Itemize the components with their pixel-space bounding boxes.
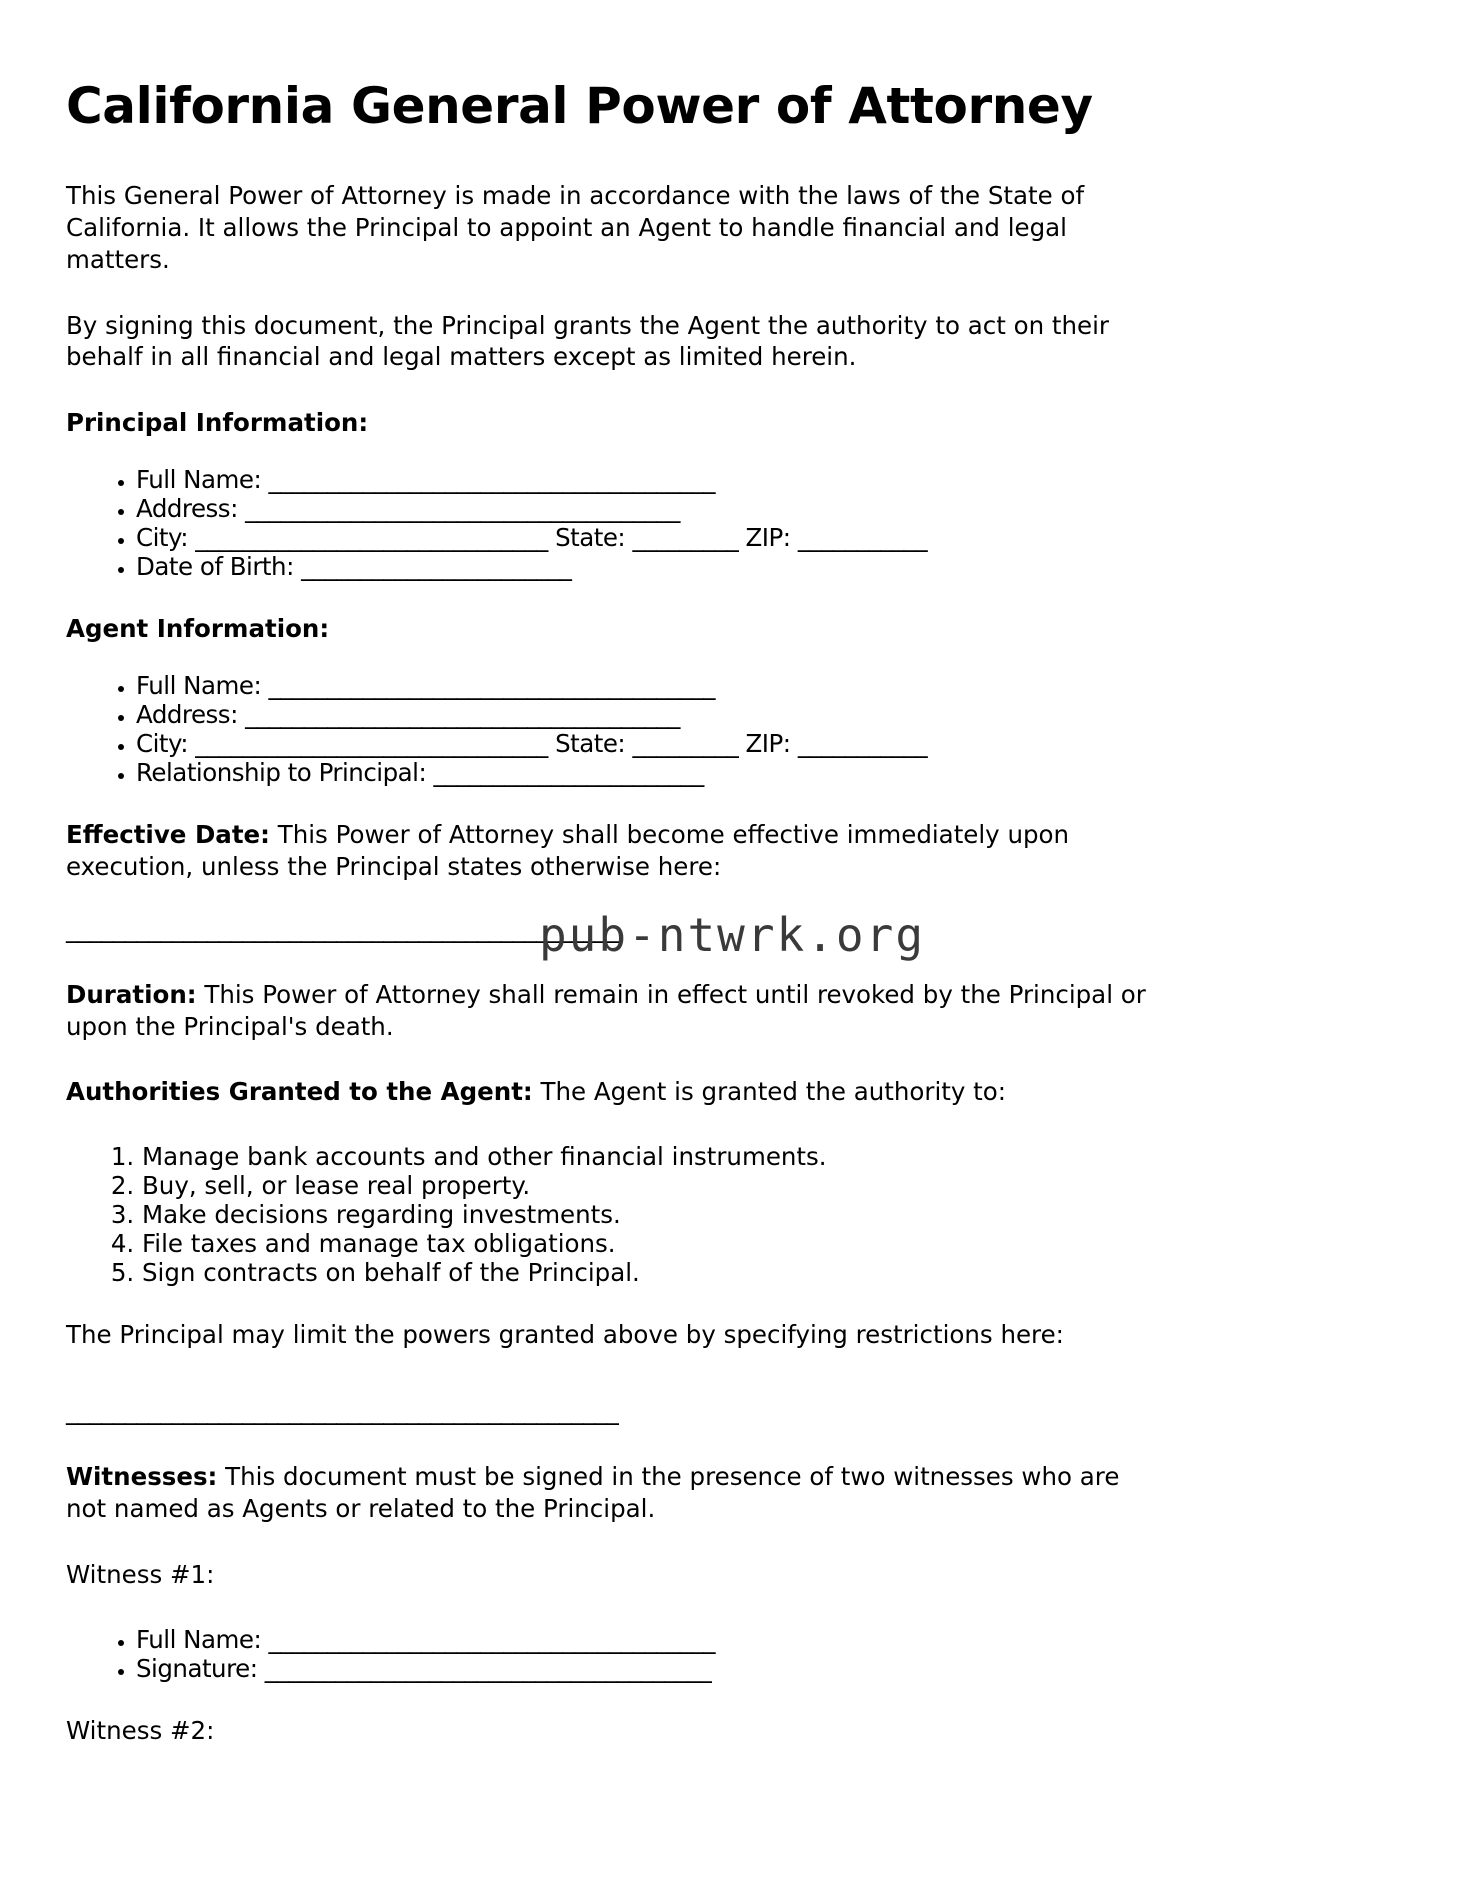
witnesses-text: This document must be signed in the presence of two witnesses who are not named as Agents or related to the Principal. <box>66 1462 1120 1523</box>
intro-paragraph-2: By signing this document, the Principal grants the Agent the authority to act on their behalf in all financial and legal matters except as limited herein. <box>66 310 1109 372</box>
witness-2-heading: Witness #2: <box>66 1715 215 1745</box>
principal-city-state-zip-field[interactable]: • City: ______________________________ State: _________ ZIP: ___________ <box>136 523 1398 552</box>
restrictions-paragraph: The Principal may limit the powers granted above by specifying restrictions here: <box>66 1320 1064 1350</box>
agent-city-state-zip-field[interactable]: • City: ______________________________ State: _________ ZIP: ___________ <box>136 729 1398 758</box>
agent-relationship-field[interactable]: • Relationship to Principal: _______________________ <box>136 758 1398 787</box>
authorities-label: Authorities Granted to the Agent: <box>66 1077 533 1107</box>
page-title: California General Power of Attorney <box>66 77 1093 135</box>
effective-date-label: Effective Date: <box>66 820 270 850</box>
witness-1-full-name-field[interactable]: • Full Name: ______________________________________ <box>136 1625 1398 1654</box>
principal-information-heading: Principal Information: <box>66 408 369 438</box>
witnesses-label: Witnesses: <box>66 1462 218 1492</box>
duration-paragraph <box>66 979 1152 1043</box>
restrictions-blank-line[interactable]: _______________________________________________ <box>66 1396 619 1426</box>
authority-item: 4. File taxes and manage tax obligations. <box>142 1229 1398 1258</box>
authority-item: 1. Manage bank accounts and other financial instruments. <box>142 1142 1398 1171</box>
duration-text: This Power of Attorney shall remain in effect until revoked by the Principal or upon the Principal's death. <box>66 979 1146 1041</box>
authorities-text: The Agent is granted the authority to: <box>532 1077 1006 1107</box>
principal-information-fields <box>66 465 1398 581</box>
authorities-paragraph <box>66 1076 1152 1108</box>
agent-address-field[interactable]: • Address: _____________________________________ <box>136 700 1398 729</box>
agent-information-heading: Agent Information: <box>66 614 330 644</box>
principal-address-field[interactable]: • Address: _____________________________________ <box>136 494 1398 523</box>
agent-information-fields <box>66 671 1398 787</box>
watermark-text: pub-ntwrk.org <box>538 908 926 962</box>
principal-full-name-field[interactable]: • Full Name: ______________________________________ <box>136 465 1398 494</box>
effective-date-paragraph <box>66 819 1152 883</box>
witness-1-fields <box>66 1625 1398 1683</box>
effective-date-blank-line[interactable]: _______________________________________________ <box>66 913 619 943</box>
agent-full-name-field[interactable]: • Full Name: ______________________________________ <box>136 671 1398 700</box>
witnesses-paragraph <box>66 1461 1152 1525</box>
intro-paragraph-1: This General Power of Attorney is made in accordance with the laws of the State of California. It allows the Principal to appoint an Agent to handle financial and legal matters. <box>66 181 1085 274</box>
authority-item: 2. Buy, sell, or lease real property. <box>142 1171 1398 1200</box>
duration-label: Duration: <box>66 979 197 1009</box>
witness-1-heading: Witness #1: <box>66 1559 215 1589</box>
effective-date-text: This Power of Attorney shall become effective immediately upon execution, unless the Principal states otherwise here: <box>66 820 1070 881</box>
authority-item: 5. Sign contracts on behalf of the Principal. <box>142 1258 1398 1287</box>
witness-1-signature-field[interactable]: • Signature: ______________________________________ <box>136 1654 1398 1683</box>
authorities-list <box>66 1142 1398 1287</box>
authority-item: 3. Make decisions regarding investments. <box>142 1200 1398 1229</box>
principal-date-of-birth-field[interactable]: • Date of Birth: _______________________ <box>136 552 1398 581</box>
